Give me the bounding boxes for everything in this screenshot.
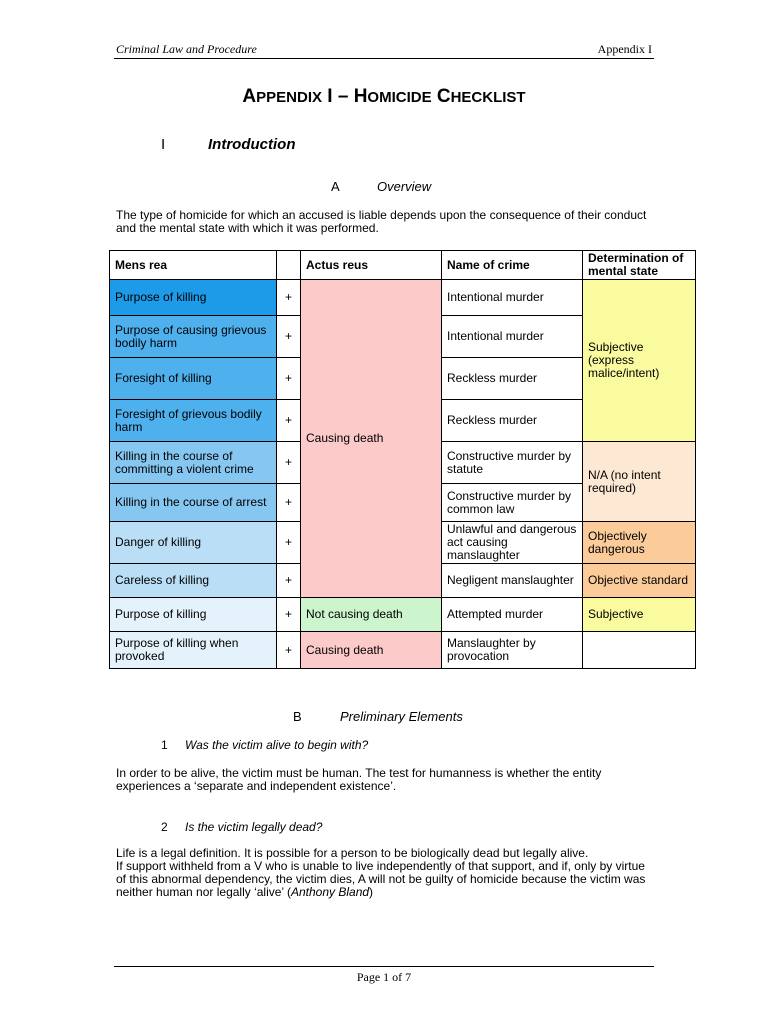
determination-na: N/A (no intent required) xyxy=(583,442,696,522)
q1-paragraph: In order to be alive, the victim must be human. The test for humanness is whether the entity experiences a ‘separate and independent existence’. xyxy=(116,766,602,793)
crime-name-cell: Constructive murder by common law xyxy=(442,484,583,522)
question-number: 1 xyxy=(161,738,168,752)
crime-name-cell: Intentional murder xyxy=(442,280,583,316)
subsection-letter: A xyxy=(331,179,340,194)
case-name: Anthony Bland xyxy=(290,885,370,899)
plus-cell: + xyxy=(277,316,301,358)
table-row xyxy=(110,632,696,669)
plus-cell: + xyxy=(277,358,301,400)
header-right: Appendix I xyxy=(597,42,652,56)
plus-cell: + xyxy=(277,598,301,632)
plus-cell: + xyxy=(277,280,301,316)
plus-cell: + xyxy=(277,442,301,484)
mens-rea-cell: Careless of killing xyxy=(110,564,277,598)
crime-name-cell: Attempted murder xyxy=(442,598,583,632)
page-title: APPENDIX I – HOMICIDE CHECKLIST xyxy=(242,86,526,107)
q2-line1: Life is a legal definition. It is possible for a person to be biologically dead but legally alive. xyxy=(116,846,589,860)
header-determination: Determination of mental state xyxy=(583,251,696,280)
plus-cell: + xyxy=(277,522,301,564)
actus-not-causing-death-cell: Not causing death xyxy=(301,598,442,632)
determination-subjective: Subjective xyxy=(583,598,696,632)
section-number: I xyxy=(161,136,166,153)
table-header-row xyxy=(110,251,696,280)
mens-rea-cell: Purpose of killing when provoked xyxy=(110,632,277,669)
header-left: Criminal Law and Procedure xyxy=(116,42,257,56)
determination-obj-dangerous: Objectively dangerous xyxy=(583,522,696,564)
crime-name-cell: Intentional murder xyxy=(442,316,583,358)
page-footer: Page 1 of 7 xyxy=(114,966,654,985)
mens-rea-cell: Killing in the course of arrest xyxy=(110,484,277,522)
question-text: Is the victim legally dead? xyxy=(185,820,323,834)
section-heading: Introduction xyxy=(208,136,296,153)
mens-rea-cell: Purpose of killing xyxy=(110,280,277,316)
header-name-of-crime: Name of crime xyxy=(442,251,583,280)
header-mens-rea: Mens rea xyxy=(110,251,277,280)
table-row xyxy=(110,598,696,632)
plus-cell: + xyxy=(277,632,301,669)
mens-rea-cell: Killing in the course of committing a violent crime xyxy=(110,442,277,484)
q2-paragraph xyxy=(116,847,656,899)
determination-subjective-express: Subjective (express malice/intent) xyxy=(583,280,696,442)
plus-cell: + xyxy=(277,564,301,598)
crime-name-cell: Constructive murder by statute xyxy=(442,442,583,484)
crime-name-cell: Reckless murder xyxy=(442,400,583,442)
homicide-checklist-table xyxy=(109,250,696,669)
actus-causing-death-cell: Causing death xyxy=(301,280,442,598)
crime-name-cell: Negligent manslaughter xyxy=(442,564,583,598)
plus-cell: + xyxy=(277,400,301,442)
subsection-letter: B xyxy=(293,709,302,724)
table-row xyxy=(110,280,696,316)
mens-rea-cell: Purpose of killing xyxy=(110,598,277,632)
crime-name-cell: Manslaughter by provocation xyxy=(442,632,583,669)
actus-causing-death-cell: Causing death xyxy=(301,632,442,669)
mens-rea-cell: Danger of killing xyxy=(110,522,277,564)
q2-line2: If support withheld from a V who is unable to live independently of that support, and if, only by virtue of this abnormal dependency, the victim dies, A will not be guilty of homicide because the victim was neither human nor legally ‘alive’ (Anthony Bland) xyxy=(116,859,646,899)
subsection-heading: Overview xyxy=(377,179,432,194)
mens-rea-cell: Foresight of grievous bodily harm xyxy=(110,400,277,442)
mens-rea-cell: Purpose of causing grievous bodily harm xyxy=(110,316,277,358)
plus-cell: + xyxy=(277,484,301,522)
crime-name-cell: Reckless murder xyxy=(442,358,583,400)
header-actus-reus: Actus reus xyxy=(301,251,442,280)
crime-name-cell: Unlawful and dangerous act causing manslaughter xyxy=(442,522,583,564)
page-header xyxy=(114,40,654,59)
mens-rea-cell: Foresight of killing xyxy=(110,358,277,400)
determination-empty xyxy=(583,632,696,669)
subsection-heading: Preliminary Elements xyxy=(340,709,463,724)
question-text: Was the victim alive to begin with? xyxy=(185,738,369,752)
determination-obj-standard: Objective standard xyxy=(583,564,696,598)
question-number: 2 xyxy=(161,820,168,834)
intro-paragraph: The type of homicide for which an accused is liable depends upon the consequence of their conduct and the mental state with which it was performed. xyxy=(116,208,647,235)
header-plus-blank xyxy=(277,251,301,280)
